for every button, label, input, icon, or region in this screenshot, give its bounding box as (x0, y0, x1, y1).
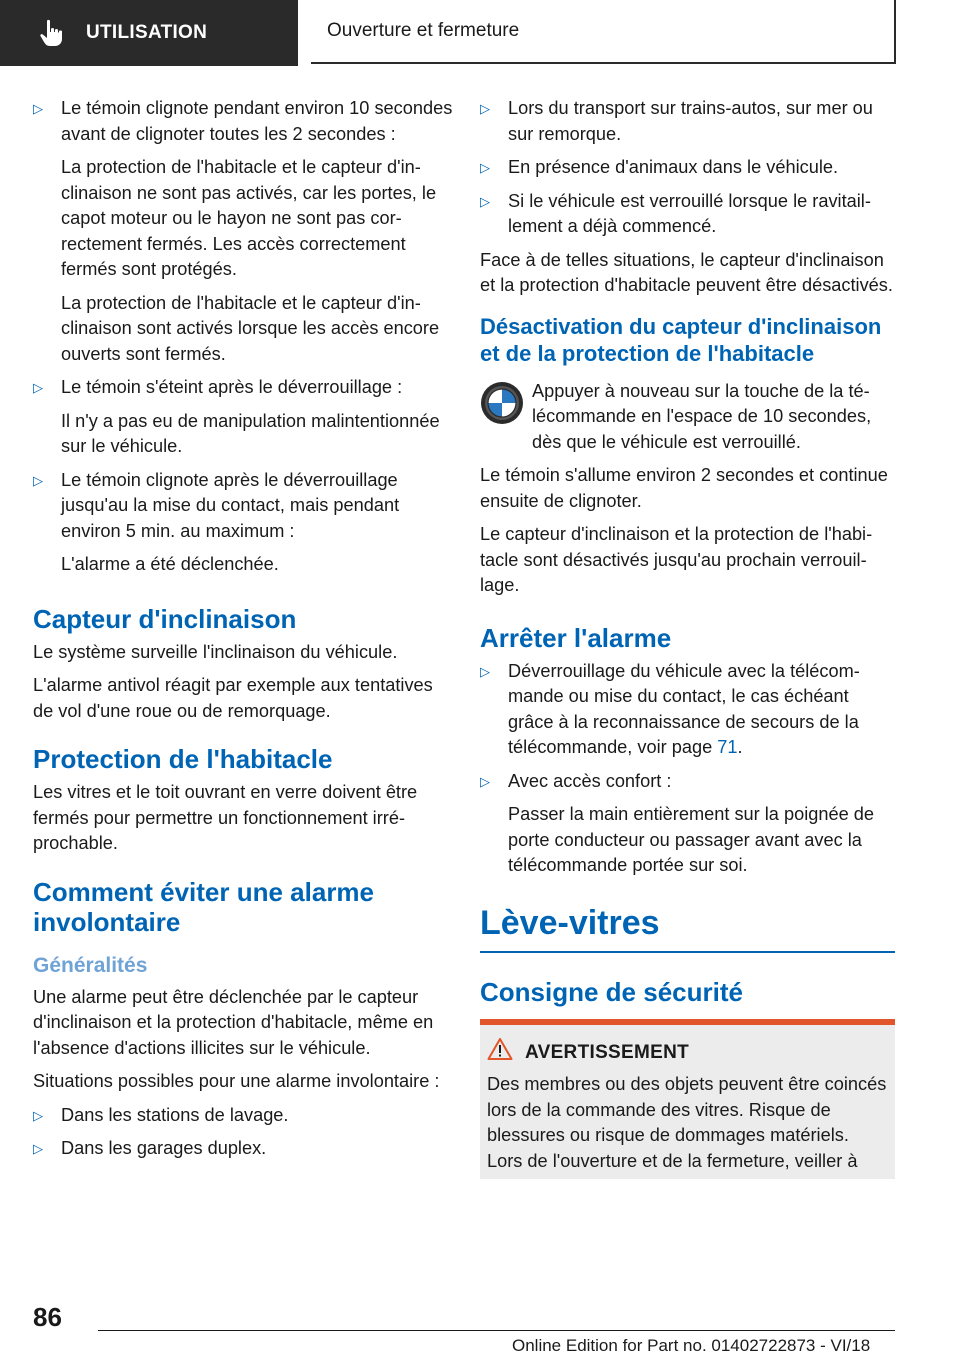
tilt-sensor-heading: Capteur d'inclinaison (33, 603, 297, 634)
edition-footer: Online Edition for Part no. 01402722873 - VI/18 (512, 1336, 871, 1355)
list-item (33, 468, 453, 578)
bullet-text: Le témoin clignote pendant environ 10 secondes avant de clignoter toutes les 2 secondes : (61, 98, 453, 144)
bullet-text: Dans les stations de lavage. (61, 1104, 289, 1125)
triangle-bullet-icon: ▷ (480, 193, 490, 209)
cabin-protection-heading: Protection de l'habitacle (33, 744, 333, 774)
bullet-text: En présence d'animaux dans le véhicule. (508, 157, 839, 177)
warning-text: Des membres ou des objets peuvent être coincés lors de la commande des vitres. Risque de blessures ou risque de dommages matériels. Lors de l'ouverture et de la fermeture, veiller à (487, 1074, 887, 1171)
triangle-bullet-icon: ▷ (33, 101, 43, 116)
bullet-detail: Il n'y a pas eu de manipulation malintentionnée sur le véhicule. (61, 410, 440, 456)
chapter-tab (311, 0, 896, 64)
hand-touch-icon (38, 18, 64, 48)
punctuation: . (737, 737, 743, 757)
list-item (33, 1136, 453, 1162)
paragraph: Face à de telles situations, le capteur d'inclinaison et la protection d'habitacle peuvent être désactivés. (480, 249, 893, 295)
heading-divider (480, 951, 895, 953)
paragraph: Le témoin s'allume environ 2 secondes et continue ensuite de clignoter. (480, 465, 888, 511)
bullet-text: Si le véhicule est verrouillé lorsque le ravitaillement a déjà commencé. (508, 190, 871, 236)
triangle-bullet-icon: ▷ (33, 472, 43, 488)
page-link[interactable]: 71 (717, 737, 738, 757)
list-item (480, 96, 895, 147)
bullet-detail: Passer la main entièrement sur la poignée de porte conducteur ou passager avant avec la télécommande portée sur soi. (508, 804, 874, 875)
deactivation-heading: Désactivation du capteur d'inclinaison et de la protection de l'habitacle (480, 313, 882, 366)
list-item (480, 155, 895, 181)
bullet-detail: La protection de l'habitacle et le capteur d'inclinaison ne sont pas activés, car les portes, le capot moteur ou le hayon ne sont pas correctement fermés. Les accès correctement fermés sont protégés. (61, 157, 437, 279)
triangle-bullet-icon: ▷ (480, 160, 490, 175)
safety-heading: Consigne de sécurité (480, 976, 743, 1007)
avoid-alarm-heading: Comment éviter une alarme involontaire (33, 876, 375, 937)
bullet-text: Lors du transport sur trains-autos, sur mer ou sur remorque. (508, 98, 873, 144)
window-lifts-heading: Lève-vitres (480, 903, 660, 942)
triangle-bullet-icon: ▷ (33, 1141, 43, 1156)
paragraph: L'alarme antivol réagit par exemple aux tentatives de vol d'une roue ou de remorquage. (33, 675, 433, 721)
section-tab (0, 0, 298, 66)
bullet-text: Le témoin clignote après le déverrouillage jusqu'au la mise du contact, mais pendant environ 5 min. au maximum : (61, 469, 400, 541)
paragraph: Appuyer à nouveau sur la touche de la télécommande en l'espace de 10 secondes, dès que le véhicule est verrouillé. (532, 380, 872, 452)
general-heading: Généralités (33, 953, 148, 977)
paragraph: Une alarme peut être déclenchée par le capteur d'inclinaison et la protection d'habitacle, même en l'absence d'actions illicites sur le véhicule. (33, 986, 434, 1058)
footer-divider (98, 1330, 895, 1331)
triangle-bullet-icon: ▷ (33, 1107, 43, 1123)
bullet-detail: L'alarme a été déclenchée. (61, 554, 279, 574)
list-item (480, 769, 895, 879)
bullet-text: Déverrouillage du véhicule avec la télécommande ou mise du contact, le cas échéant grâce à la reconnaissance de secours de la télécommande, voir page (508, 660, 860, 757)
left-column (33, 96, 453, 1170)
bullet-detail: La protection de l'habitacle et le capteur d'inclinaison sont activés lorsque les accès encore ouverts sont fermés. (61, 292, 440, 364)
list-item (480, 189, 895, 240)
paragraph: Le capteur d'inclinaison et la protection de l'habitacle sont désactivés jusqu'au prochain verrouillage. (480, 524, 873, 595)
paragraph: Le système surveille l'inclinaison du véhicule. (33, 641, 398, 662)
paragraph: Les vitres et le toit ouvrant en verre doivent être fermés pour permettre un fonctionnement irréprochable. (33, 782, 418, 853)
bullet-text: Le témoin s'éteint après le déverrouillage : (61, 377, 403, 397)
warning-box (480, 1019, 895, 1179)
warning-triangle-icon (487, 1037, 513, 1069)
page-number: 86 (33, 1302, 62, 1332)
right-column (480, 96, 895, 1179)
chapter-title: Ouverture et fermeture (327, 20, 520, 41)
list-item (33, 1103, 453, 1129)
list-item (33, 375, 453, 460)
bullet-text: Avec accès confort : (508, 770, 672, 791)
triangle-bullet-icon: ▷ (480, 101, 490, 116)
paragraph: Situations possibles pour une alarme involontaire : (33, 1071, 440, 1091)
warning-label: AVERTISSEMENT (525, 1041, 690, 1063)
triangle-bullet-icon: ▷ (480, 663, 490, 679)
bullet-text: Dans les garages duplex. (61, 1138, 267, 1158)
bmw-key-button-icon (480, 381, 524, 425)
deactivation-instruction (480, 379, 895, 456)
stop-alarm-heading: Arrêter l'alarme (480, 622, 672, 653)
list-item (33, 96, 453, 367)
triangle-bullet-icon: ▷ (480, 773, 490, 789)
section-title: UTILISATION (86, 22, 208, 43)
list-item (480, 659, 895, 761)
triangle-bullet-icon: ▷ (33, 380, 43, 395)
